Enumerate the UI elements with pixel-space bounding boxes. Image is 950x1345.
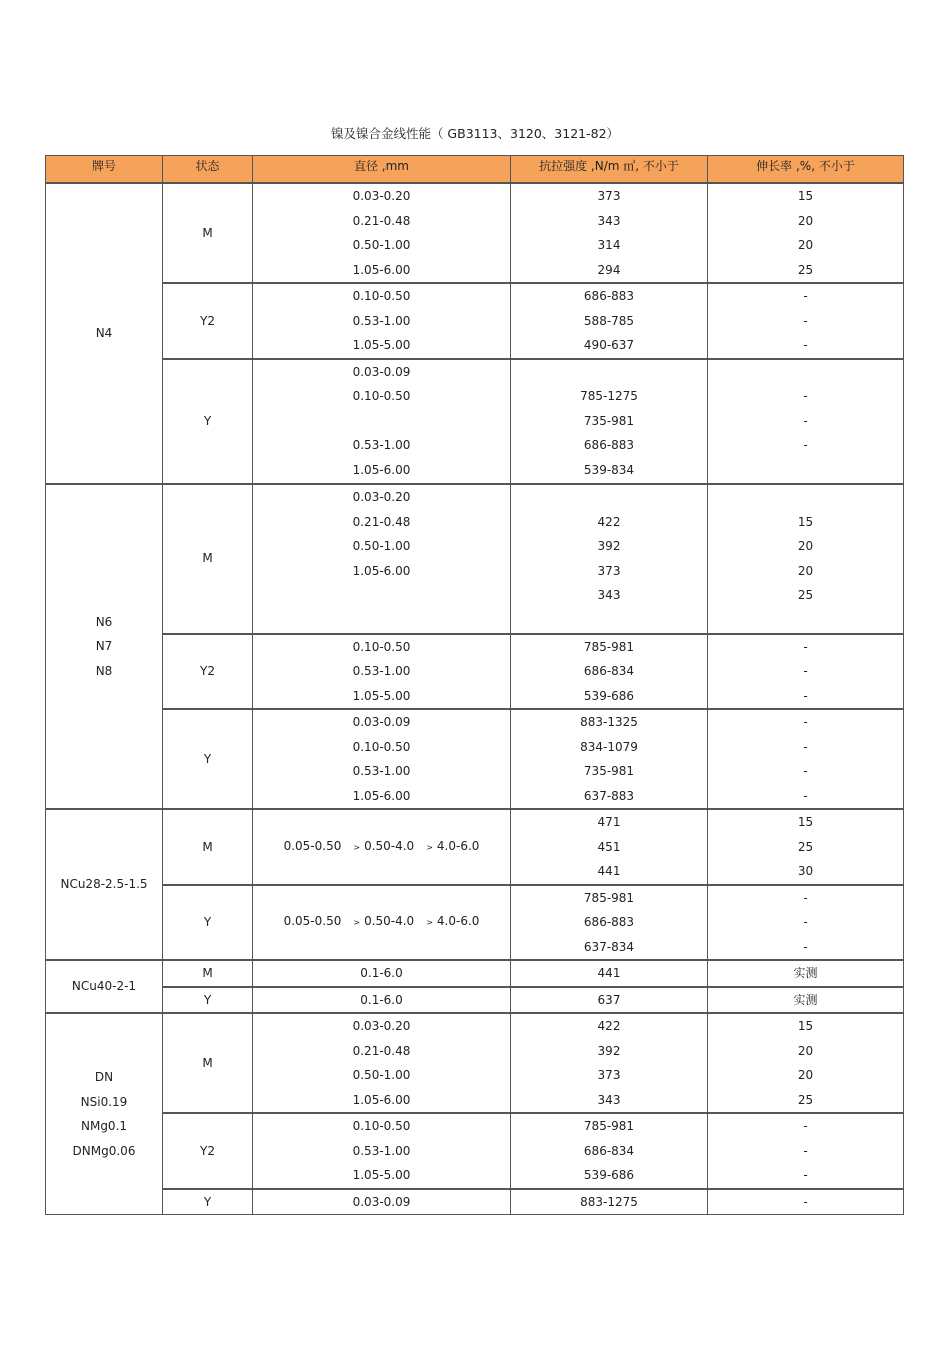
diameter-cell xyxy=(253,1113,511,1189)
strength-value: 373 xyxy=(597,1068,621,1082)
diameter-value: 0.21-0.48 xyxy=(352,514,411,529)
diameter-value: 1.05-6.00 xyxy=(352,462,411,477)
diameter-cell xyxy=(253,885,511,961)
diameter-value: 0.03-0.20 xyxy=(352,1019,411,1033)
strength-value: 539-686 xyxy=(583,688,635,703)
diameter-value: 0.03-0.09 xyxy=(352,364,411,379)
elongation-value: 20 xyxy=(797,563,814,578)
elongation-value xyxy=(708,458,903,483)
diameter-value: 0.53-1.00 xyxy=(352,313,411,328)
diameter-value: 0.50-1.00 xyxy=(352,539,411,553)
strength-value: 539-834 xyxy=(583,462,635,477)
elongation-value: 20 xyxy=(797,213,814,228)
strength-cell xyxy=(511,1013,708,1113)
table-row xyxy=(46,359,904,484)
elongation-value xyxy=(708,485,903,510)
strength-value: 686-834 xyxy=(583,664,635,678)
strength-cell xyxy=(511,1189,708,1215)
strength-value: 883-1325 xyxy=(580,715,638,729)
strength-value: 588-785 xyxy=(583,313,635,328)
diameter-value: 0.1-6.0 xyxy=(360,966,403,980)
elongation-cell xyxy=(708,283,904,359)
elongation-cell xyxy=(708,809,904,885)
elongation-cell xyxy=(708,960,904,987)
state-cell: Y xyxy=(163,359,253,484)
elongation-cell xyxy=(708,885,904,961)
diameter-value: 0.53-1.00 xyxy=(352,438,411,453)
elongation-value: 实测 xyxy=(793,966,818,980)
diameter-cell xyxy=(253,1189,511,1215)
diameter-cell xyxy=(253,183,511,283)
diameter-value: 0.10-0.50 xyxy=(352,1119,411,1133)
diameter-value: 0.50-1.00 xyxy=(352,1068,411,1082)
state-cell: Y2 xyxy=(163,1113,253,1189)
diameter-value: 4.0-6.0 xyxy=(436,838,480,853)
grade-label: NSi0.19 xyxy=(80,1094,128,1109)
table-row xyxy=(46,960,904,987)
elongation-cell xyxy=(708,709,904,809)
elongation-value: 25 xyxy=(797,839,814,854)
diameter-cell xyxy=(253,987,511,1014)
elongation-value: - xyxy=(803,438,808,453)
diameter-value: 4.0-6.0 xyxy=(436,914,480,928)
elongation-value: 15 xyxy=(797,514,814,529)
table-row xyxy=(46,183,904,283)
elongation-cell xyxy=(708,1189,904,1215)
elongation-value: 25 xyxy=(797,1092,814,1107)
elongation-value: 15 xyxy=(797,1019,814,1033)
elongation-value xyxy=(708,608,903,633)
strength-value: 785-981 xyxy=(583,890,635,905)
strength-value: 686-834 xyxy=(583,1143,635,1158)
strength-value: 451 xyxy=(597,839,621,854)
diameter-value: 1.05-5.00 xyxy=(352,688,411,703)
elongation-cell xyxy=(708,634,904,710)
grade-label: DNMg0.06 xyxy=(72,1143,136,1158)
header-tensile-strength: 抗拉强度 ,N/m ㎡, 不小于 xyxy=(511,156,708,184)
diameter-cell xyxy=(253,484,511,634)
strength-value: 471 xyxy=(597,815,621,829)
grade-label: DN xyxy=(94,1070,114,1084)
grade-label: N6 xyxy=(95,614,113,629)
strength-cell xyxy=(511,283,708,359)
elongation-value xyxy=(708,360,903,385)
grade-cell xyxy=(46,809,163,960)
grade-cell xyxy=(46,1013,163,1215)
grade-label: NCu28-2.5-1.5 xyxy=(60,877,148,892)
diameter-value: 0.21-0.48 xyxy=(352,1043,411,1058)
elongation-value: - xyxy=(803,413,808,428)
elongation-value: 25 xyxy=(797,262,814,277)
strength-cell xyxy=(511,809,708,885)
diameter-value: 1.05-6.00 xyxy=(352,262,411,277)
table-row xyxy=(46,283,904,359)
state-cell: Y xyxy=(163,709,253,809)
header-row xyxy=(46,156,904,184)
strength-value: 785-1275 xyxy=(580,389,638,404)
diameter-cell xyxy=(253,283,511,359)
table-row xyxy=(46,1189,904,1215)
elongation-value: 20 xyxy=(797,1043,814,1058)
grade-label: N8 xyxy=(95,663,113,678)
grade-label: NCu40-2-1 xyxy=(71,979,137,994)
strength-value: 441 xyxy=(597,864,621,878)
diameter-value: 1.05-5.00 xyxy=(352,338,411,352)
strength-cell xyxy=(511,709,708,809)
strength-value: 422 xyxy=(597,1019,621,1033)
table-row xyxy=(46,1113,904,1189)
grade-label: N7 xyxy=(95,639,113,653)
table-row xyxy=(46,709,904,809)
strength-value xyxy=(511,608,707,633)
header-grade: 牌号 xyxy=(46,156,163,184)
strength-value: 343 xyxy=(597,213,621,228)
strength-value: 637-883 xyxy=(583,788,635,803)
diameter-cell xyxy=(253,634,511,710)
elongation-value: 25 xyxy=(797,588,814,602)
table-body xyxy=(46,183,904,1215)
elongation-value: - xyxy=(803,915,808,929)
strength-cell xyxy=(511,634,708,710)
elongation-value: 20 xyxy=(797,539,814,553)
strength-value: 637 xyxy=(597,992,621,1007)
diameter-value: 0.05-0.50 xyxy=(283,838,342,853)
elongation-value: - xyxy=(803,313,808,328)
diameter-value: 0.03-0.09 xyxy=(352,1194,411,1209)
strength-cell xyxy=(511,183,708,283)
state-cell: M xyxy=(163,960,253,987)
diameter-value: 0.10-0.50 xyxy=(352,739,411,754)
strength-value: 490-637 xyxy=(583,338,635,352)
strength-cell xyxy=(511,885,708,961)
strength-value: 392 xyxy=(597,539,621,553)
elongation-value: - xyxy=(803,664,808,678)
elongation-value: - xyxy=(803,1194,808,1209)
diameter-cell xyxy=(253,709,511,809)
diameter-value: 1.05-6.00 xyxy=(352,563,411,578)
diameter-value: 0.10-0.50 xyxy=(352,389,411,404)
strength-value: 834-1079 xyxy=(580,739,638,754)
header-elongation: 伸长率 ,%, 不小于 xyxy=(708,156,904,184)
elongation-value: 15 xyxy=(797,189,814,203)
elongation-value: - xyxy=(803,715,808,729)
strength-value: 343 xyxy=(597,1092,621,1107)
elongation-cell xyxy=(708,987,904,1014)
diameter-cell xyxy=(253,1013,511,1113)
elongation-cell xyxy=(708,1013,904,1113)
elongation-value: 20 xyxy=(797,1068,814,1082)
elongation-value: - xyxy=(803,739,808,754)
diameter-value: 0.10-0.50 xyxy=(352,289,411,303)
table-row xyxy=(46,484,904,634)
strength-value xyxy=(511,360,707,385)
state-cell: M xyxy=(163,809,253,885)
diameter-value: 1.05-5.00 xyxy=(352,1168,411,1182)
elongation-value: 实测 xyxy=(793,992,818,1007)
elongation-value: 20 xyxy=(797,238,814,252)
strength-cell xyxy=(511,484,708,634)
elongation-cell xyxy=(708,359,904,484)
strength-value: 686-883 xyxy=(583,289,635,303)
strength-value: 735-981 xyxy=(583,413,635,428)
strength-value: 785-981 xyxy=(583,1119,635,1133)
elongation-value: - xyxy=(803,1143,808,1158)
table-row xyxy=(46,885,904,961)
header-diameter: 直径 ,mm xyxy=(253,156,511,184)
diameter-value: 0.10-0.50 xyxy=(352,639,411,654)
elongation-cell xyxy=(708,484,904,634)
header-state: 状态 xyxy=(163,156,253,184)
state-cell: Y2 xyxy=(163,634,253,710)
diameter-value: 0.50-4.0 xyxy=(364,914,415,928)
state-cell: Y xyxy=(163,1189,253,1215)
strength-value: 392 xyxy=(597,1043,621,1058)
diameter-value: 0.53-1.00 xyxy=(352,1143,411,1158)
greater-than-sign: > xyxy=(426,918,433,927)
strength-cell xyxy=(511,1113,708,1189)
diameter-value: 0.05-0.50 xyxy=(283,914,342,928)
strength-value: 539-686 xyxy=(583,1168,635,1182)
grade-label: NMg0.1 xyxy=(80,1119,128,1133)
diameter-value: 0.50-1.00 xyxy=(352,238,411,252)
diameter-value: 0.50-4.0 xyxy=(364,838,415,853)
greater-than-sign: > xyxy=(353,842,361,852)
elongation-value: - xyxy=(803,639,808,654)
greater-than-sign: > xyxy=(426,842,433,852)
diameter-cell xyxy=(253,960,511,987)
state-cell: Y xyxy=(163,987,253,1014)
elongation-value: - xyxy=(803,389,808,404)
strength-value: 686-883 xyxy=(583,438,635,453)
strength-value: 441 xyxy=(597,966,621,980)
properties-table xyxy=(45,155,904,1215)
strength-value: 637-834 xyxy=(583,939,635,954)
diameter-value xyxy=(253,409,510,434)
diameter-cell xyxy=(253,809,511,885)
diameter-value: 0.21-0.48 xyxy=(352,213,411,228)
strength-value: 422 xyxy=(597,514,621,529)
diameter-value: 0.03-0.20 xyxy=(352,490,411,504)
state-cell: Y2 xyxy=(163,283,253,359)
table-row xyxy=(46,809,904,885)
elongation-value: - xyxy=(803,688,808,703)
elongation-value: - xyxy=(803,289,808,303)
page-title: 镍及镍合金线性能（ GB3113、3120、3121-82） xyxy=(330,126,620,141)
elongation-value: 30 xyxy=(797,864,814,878)
grade-cell xyxy=(46,960,163,1013)
strength-cell xyxy=(511,960,708,987)
elongation-value: - xyxy=(803,1119,808,1133)
elongation-cell xyxy=(708,183,904,283)
elongation-value: - xyxy=(803,338,808,352)
elongation-value: - xyxy=(803,764,808,778)
strength-cell xyxy=(511,359,708,484)
elongation-cell xyxy=(708,1113,904,1189)
strength-value: 883-1275 xyxy=(580,1194,638,1209)
grade-label: N4 xyxy=(95,326,113,340)
strength-value: 314 xyxy=(597,238,621,252)
elongation-value: - xyxy=(803,890,808,905)
strength-value: 373 xyxy=(597,189,621,203)
elongation-value: 15 xyxy=(797,815,814,829)
state-cell: M xyxy=(163,183,253,283)
diameter-value: 0.53-1.00 xyxy=(352,764,411,778)
diameter-value: 1.05-6.00 xyxy=(352,1092,411,1107)
strength-value: 373 xyxy=(597,563,621,578)
state-cell: M xyxy=(163,1013,253,1113)
table-row xyxy=(46,634,904,710)
table-row xyxy=(46,1013,904,1113)
strength-value: 785-981 xyxy=(583,639,635,654)
grade-cell xyxy=(46,183,163,484)
strength-value: 735-981 xyxy=(583,764,635,778)
elongation-value: - xyxy=(803,788,808,803)
strength-cell xyxy=(511,987,708,1014)
state-cell: Y xyxy=(163,885,253,961)
grade-cell xyxy=(46,484,163,810)
diameter-value xyxy=(253,608,510,633)
table-row xyxy=(46,987,904,1014)
diameter-value: 0.53-1.00 xyxy=(352,664,411,678)
diameter-cell xyxy=(253,359,511,484)
diameter-value: 1.05-6.00 xyxy=(352,788,411,803)
elongation-value: - xyxy=(803,1168,808,1182)
diameter-value: 0.03-0.20 xyxy=(352,189,411,203)
strength-value: 343 xyxy=(597,588,621,602)
diameter-value: 0.03-0.09 xyxy=(352,715,411,729)
diameter-value: 0.1-6.0 xyxy=(360,992,403,1007)
diameter-value xyxy=(253,583,510,608)
strength-value: 294 xyxy=(597,262,621,277)
strength-value: 686-883 xyxy=(583,915,635,929)
state-cell: M xyxy=(163,484,253,634)
greater-than-sign: > xyxy=(353,918,361,927)
strength-value xyxy=(511,485,707,510)
elongation-value: - xyxy=(803,939,808,954)
